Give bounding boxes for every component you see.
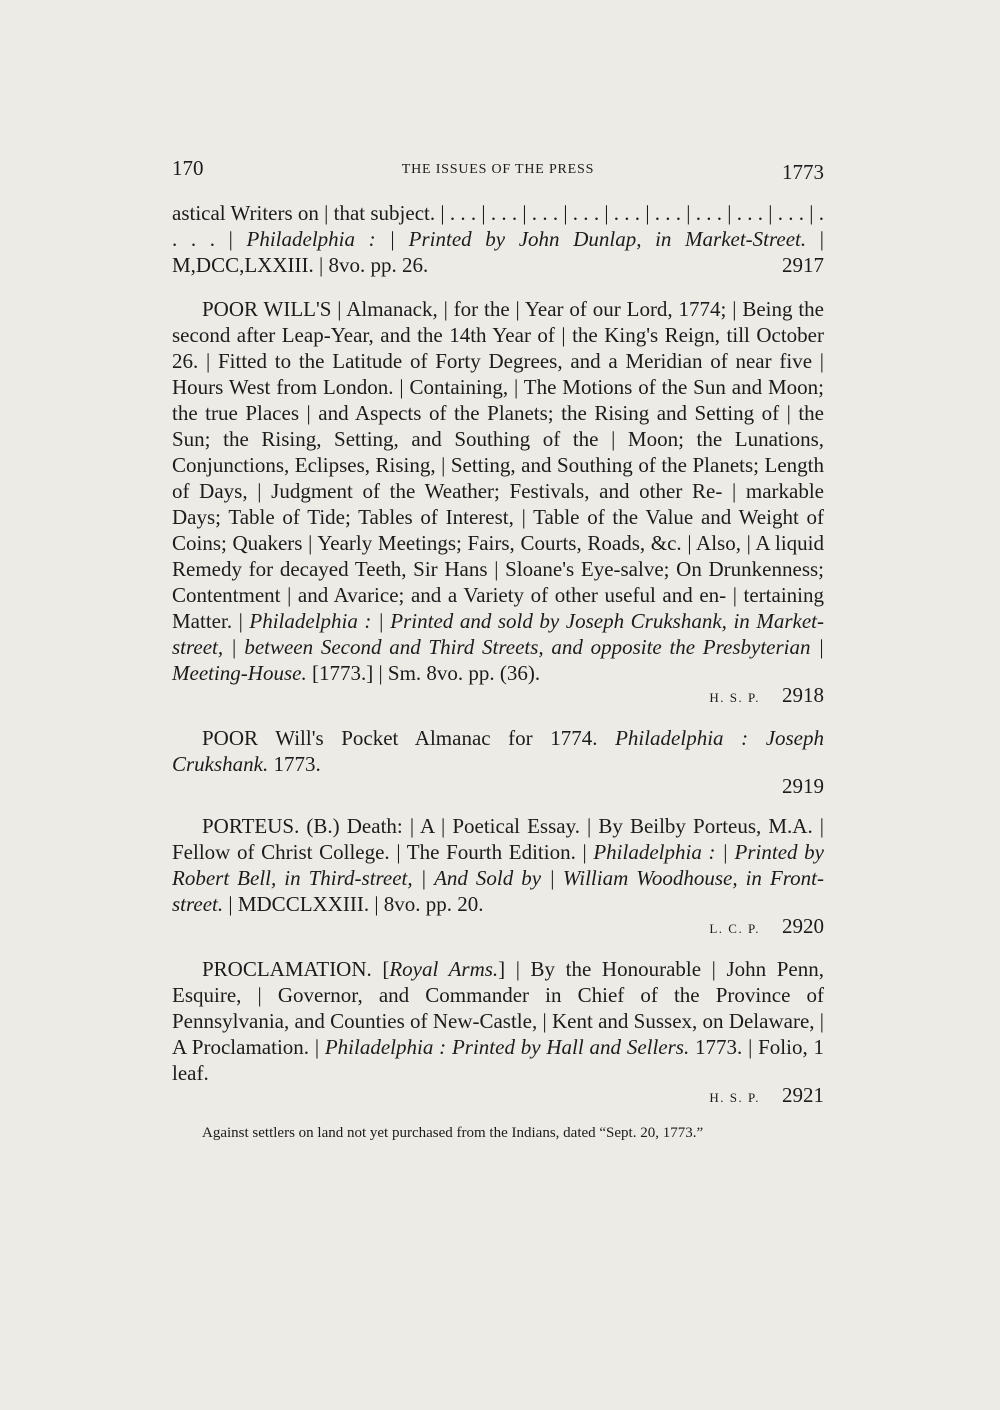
entry-number: 2917	[782, 253, 824, 277]
entry-2920	[172, 813, 824, 942]
entry-text: PROCLAMATION. [	[202, 957, 390, 981]
bibliography-entries	[172, 200, 824, 1157]
entry-number: 2919	[782, 774, 824, 798]
entry-2919	[172, 725, 824, 799]
entry-text: | MDCCLXXIII. | 8vo. pp. 20.	[223, 892, 484, 916]
imprint-text: Philadelphia : | Printed by John Dunlap, in Market-Street.	[246, 227, 807, 251]
entry-2921	[172, 956, 824, 1111]
library-code: H. S. P.	[709, 1090, 760, 1105]
entry-text: 1773. | Folio, 1 leaf.	[172, 1035, 825, 1085]
entry-text: PORTEUS. (B.) Death: | A | Poetical Essay. | By Beilby Porteus, M.A. | Fellow of Christ College. | The Fourth Edition. |	[172, 814, 824, 864]
entry-text: astical Writers on | that subject. | . . . | . . . | . . . | . . . | . . . | . . . | . . . | . . . | . . . | . . . . |	[172, 201, 824, 251]
entry-text: | M,DCC,LXXIII. | 8vo. pp. 26.	[172, 227, 824, 277]
header-year: 1773	[782, 160, 824, 184]
entry-text: [1773.] | Sm. 8vo. pp. (36).	[306, 661, 541, 685]
imprint-text: Philadelphia : | Printed by Robert Bell, in Third-street, | And Sold by | William Woodhouse, in Front-street.	[172, 840, 824, 916]
entry-signature	[172, 1082, 824, 1111]
imprint-text: Philadelphia : Joseph Crukshank.	[172, 726, 825, 776]
page-number: 170	[172, 156, 204, 180]
entry-signature	[172, 913, 824, 942]
entry-2917	[172, 200, 824, 278]
entry-number: 2920	[782, 914, 824, 938]
entry-number: 2918	[782, 683, 824, 707]
imprint-text: Philadelphia : | Printed and sold by Joseph Crukshank, in Market-street, | between Second and Third Streets, and opposite the Presbyterian | Meeting-House.	[172, 609, 824, 685]
entry-note: Against settlers on land not yet purchased from the Indians, dated “Sept. 20, 1773.”	[202, 1125, 704, 1141]
imprint-text: Philadelphia : Printed by Hall and Sellers.	[324, 1035, 690, 1059]
entry-text: ] | By the Honourable | John Penn, Esquire, | Governor, and Commander in Chief of the Province of Pennsylvania, and Counties of New-Castle, | Kent and Sussex, on Delaware, | A Proclamation. |	[172, 957, 824, 1059]
entry-signature	[172, 773, 824, 799]
running-head: THE ISSUES OF THE PRESS	[401, 162, 595, 177]
entry-signature	[172, 682, 824, 711]
entry-text: POOR Will's Pocket Almanac for 1774.	[202, 726, 616, 750]
library-code: H. S. P.	[709, 690, 760, 705]
entry-text: 1773.	[268, 752, 321, 776]
page-header	[172, 156, 824, 186]
entry-text: POOR WILL'S | Almanack, | for the | Year of our Lord, 1774; | Being the second after Leap-Year, and the 14th Year of | the King's Reign, till October 26. | Fitted to the Latitude of Forty Degrees, and a Meridian of near five | Hours West from London. | Containing, | The Motions of the Sun and Moon; the true Places | and Aspects of the Planets; the Rising and Setting of | the Sun; the Rising, Setting, and Southing of the | Moon; the Lunations, Conjunctions, Eclipses, Rising, | Setting, and Southing of the Planets; Length of Days, | Judgment of the Weather; Festivals, and other Re- | markable Days; Table of Tide; Tables of Interest, | Table of the Value and Weight of Coins; Quakers | Yearly Meetings; Fairs, Courts, Roads, &c. | Also, | A liquid Remedy for decayed Teeth, Sir Hans | Sloane's Eye-salve; On Drunkenness; Contentment | and Avarice; and a Variety of other useful and en- | tertaining Matter. |	[172, 297, 824, 633]
entry-number: 2921	[782, 1083, 824, 1107]
italic-text: Royal Arms.	[389, 957, 499, 981]
entry-2918	[172, 296, 824, 711]
library-code: L. C. P.	[709, 921, 760, 936]
